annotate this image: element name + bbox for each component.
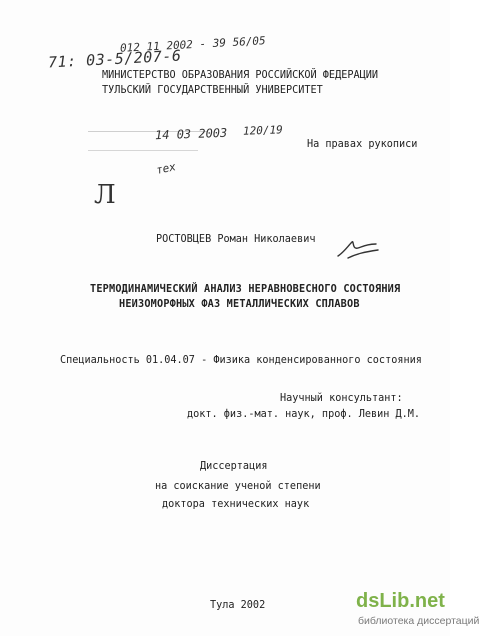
- dissertation-line-2: на соискание ученой степени: [155, 481, 321, 492]
- title-line-2: НЕИЗОМОРФНЫХ ФАЗ МЕТАЛЛИЧЕСКИХ СПЛАВОВ: [119, 299, 360, 310]
- stamp-line-2: [88, 150, 198, 151]
- handwritten-mark: тех: [154, 160, 178, 177]
- university-heading: ТУЛЬСКИЙ ГОСУДАРСТВЕННЫЙ УНИВЕРСИТЕТ: [102, 85, 323, 96]
- handwritten-code: 71: 03-5/207-6: [47, 46, 182, 72]
- consultant-label: Научный консультант:: [280, 393, 403, 404]
- handwritten-accession-line: 012 11 2002 - 39 56/05: [119, 34, 266, 55]
- dissertation-line-3: доктора технических наук: [162, 499, 310, 510]
- handwritten-number: 120/19: [242, 123, 283, 138]
- watermark-logo[interactable]: dsLib.net: [356, 590, 445, 612]
- specialty-line: Специальность 01.04.07 - Физика конденсированного состояния: [60, 355, 422, 366]
- author-name: РОСТОВЦЕВ Роман Николаевич: [156, 234, 316, 245]
- city-year: Тула 2002: [210, 600, 266, 611]
- ministry-heading: МИНИСТЕРСТВО ОБРАЗОВАНИЯ РОССИЙСКОЙ ФЕДЕРАЦИИ: [102, 70, 379, 81]
- watermark-subtitle: библиотека диссертаций: [358, 615, 479, 627]
- rights-notice: На правах рукописи: [307, 139, 418, 150]
- handwritten-letter: Л: [94, 180, 116, 210]
- handwritten-date: 14 03 2003: [154, 125, 228, 143]
- signature-scribble: [334, 234, 380, 262]
- consultant-name: докт. физ.-мат. наук, проф. Левин Д.М.: [187, 409, 421, 420]
- dissertation-line-1: Диссертация: [200, 461, 268, 472]
- watermark[interactable]: [356, 590, 479, 636]
- title-line-1: ТЕРМОДИНАМИЧЕСКИЙ АНАЛИЗ НЕРАВНОВЕСНОГО СОСТОЯНИЯ: [90, 284, 401, 295]
